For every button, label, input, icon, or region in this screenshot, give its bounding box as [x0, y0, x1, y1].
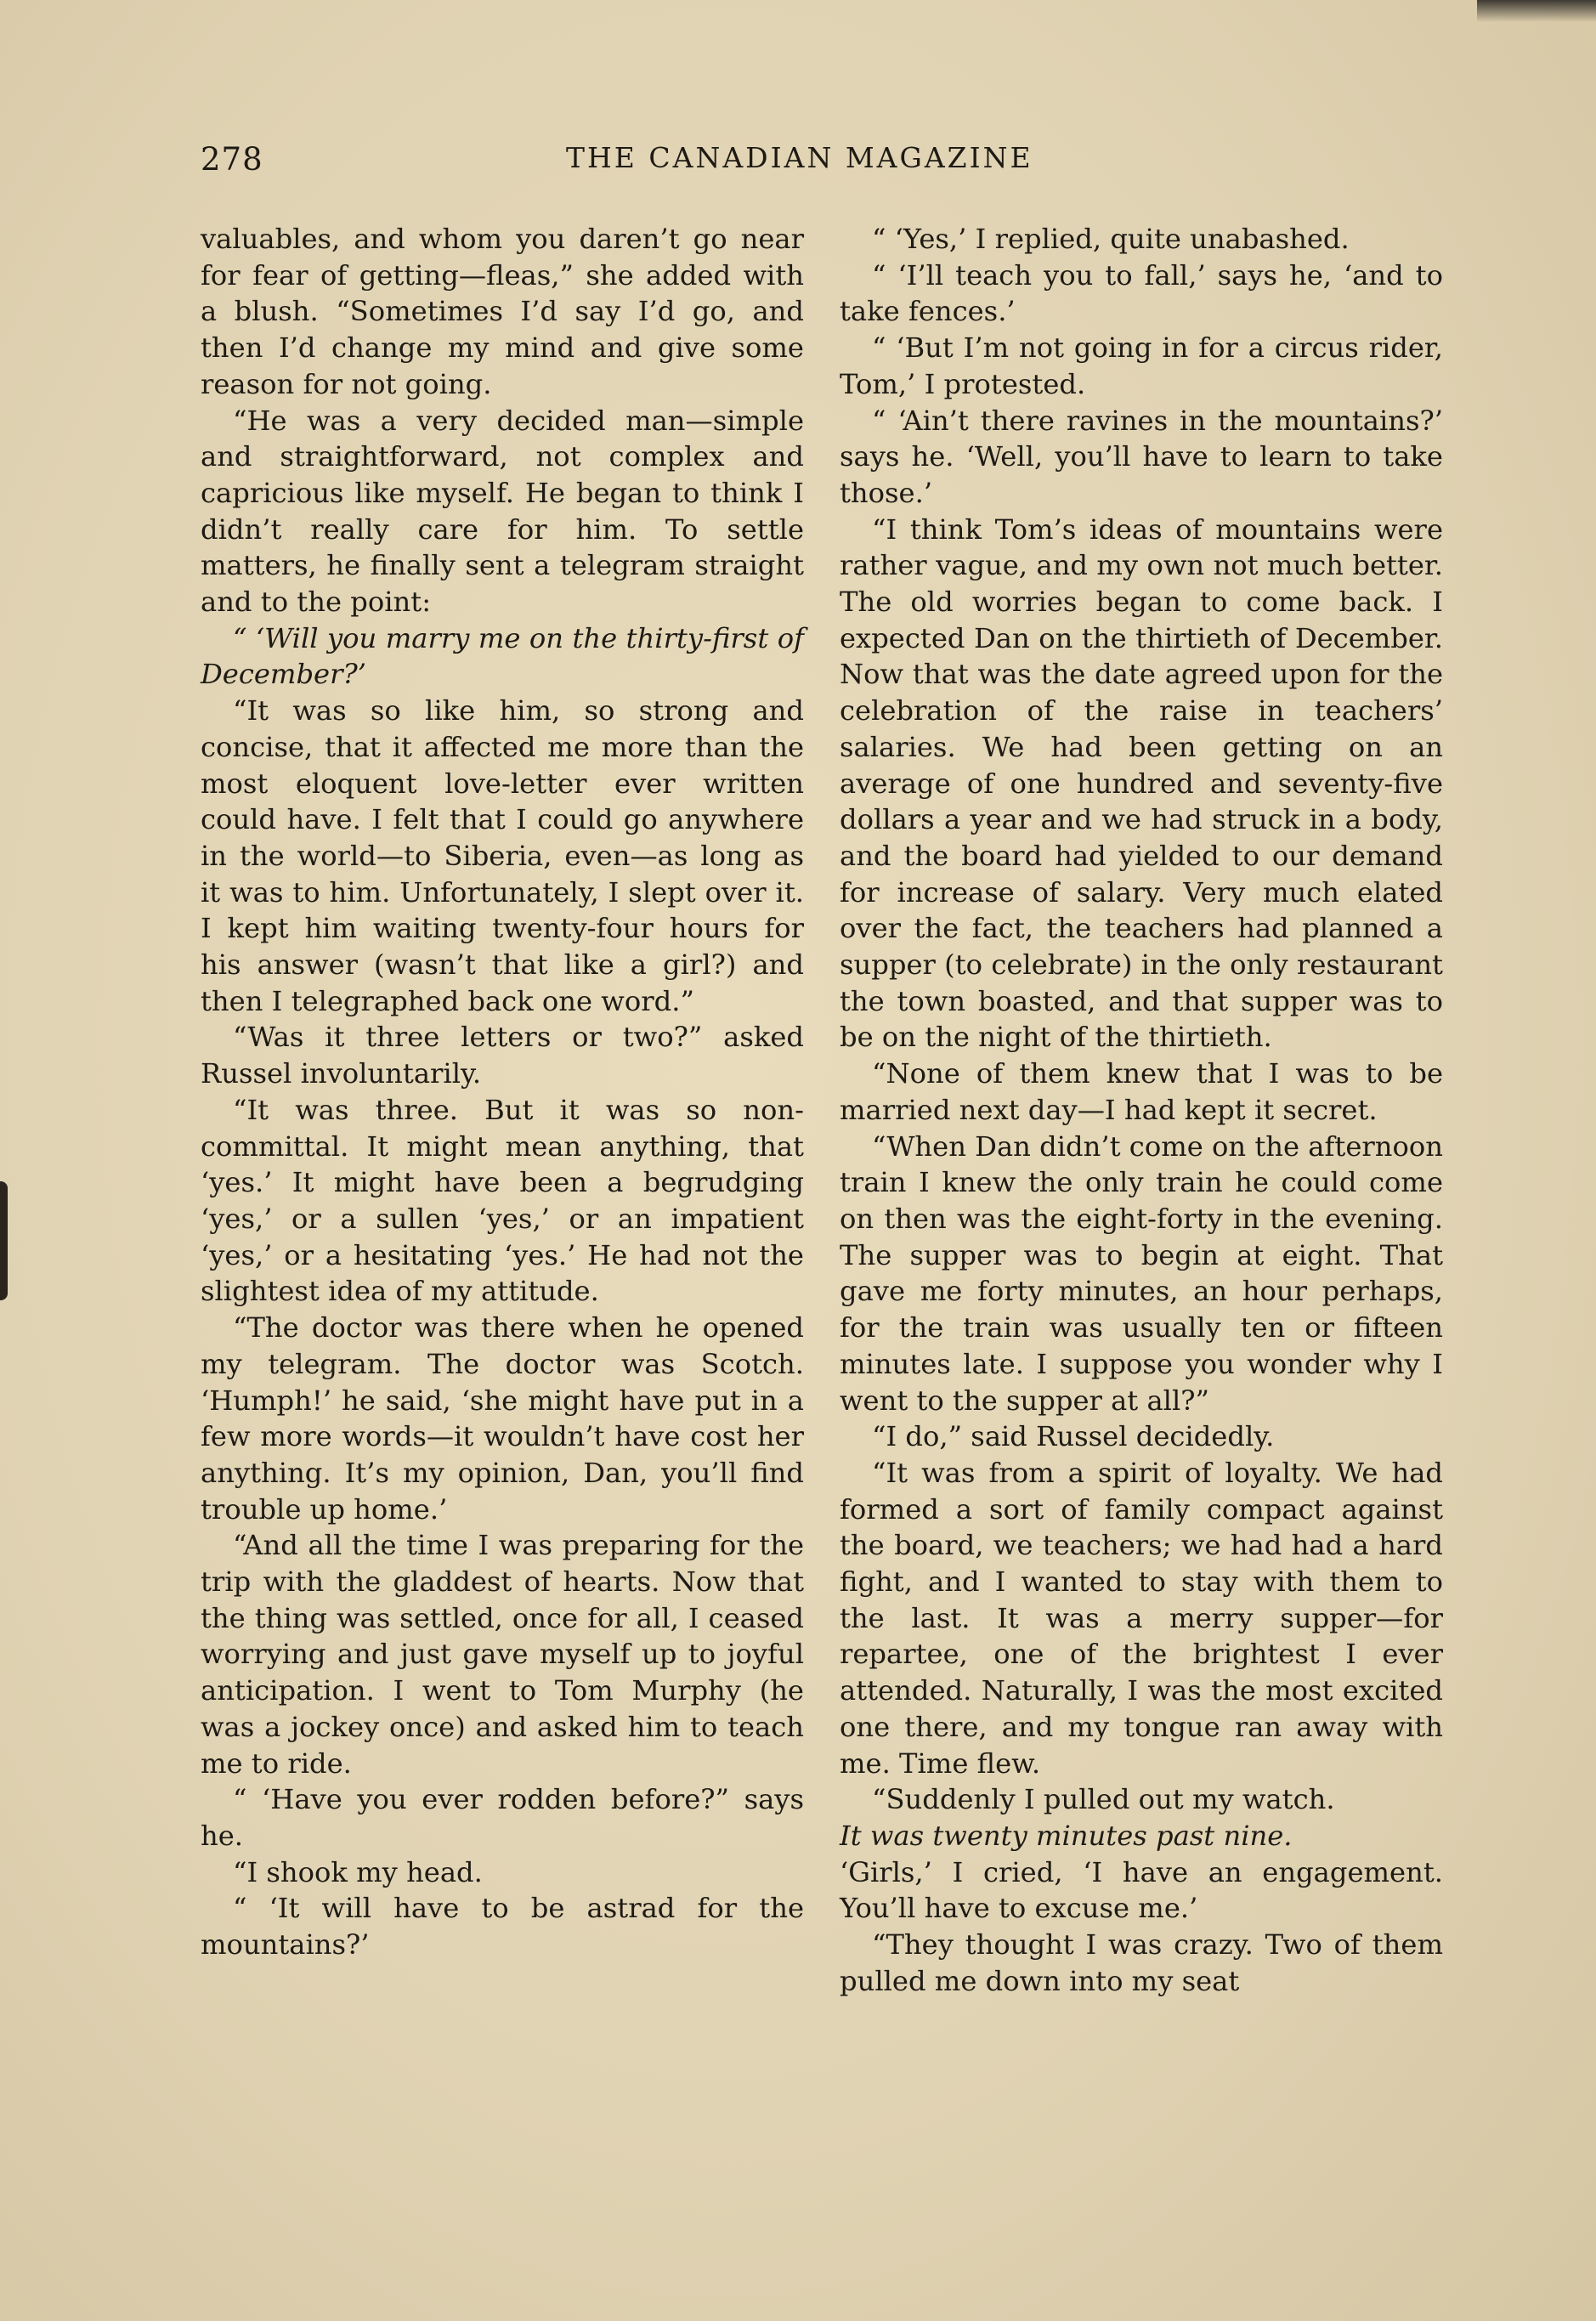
page-number: 278: [201, 141, 263, 178]
paragraph: “And all the time I was preparing for the trip with the gladdest of hearts. Now that the thing was settled, once for all, I ceased worrying and just gave myself up to joyful anticipation. I went to Tom Murphy (he was a jockey once) and asked him to teach me to ride.: [201, 1529, 804, 1780]
paragraph: “He was a very decided man—simple and straightforward, not complex and capricious like myself. He began to think I didn’t really care for him. To settle matters, he finally sent a telegram straight and to the point:: [201, 404, 804, 619]
page-header: [201, 141, 1450, 184]
paragraph-telegram: “ ‘Will you marry me on the thirty-first of December?’: [201, 621, 804, 691]
scan-edge-shadow: [1477, 0, 1596, 22]
paragraph: valuables, and whom you daren’t go near for fear of getting—fleas,” she added with a blush. “Sometimes I’d say I’d go, and then I’d change my mind and give some reason for not going.: [201, 223, 804, 400]
paragraph: “ ‘It will have to be astrad for the mountains?’: [201, 1892, 804, 1962]
paragraph: “None of them knew that I was to be married next day—I had kept it secret.: [840, 1057, 1443, 1126]
running-title: THE CANADIAN MAGAZINE: [566, 141, 1033, 174]
paragraph: “ ‘Ain’t there ravines in the mountains?’ says he. ‘Well, you’ll have to learn to take those.’: [840, 404, 1443, 509]
paragraph: “It was from a spirit of loyalty. We had formed a sort of family compact against the board, we teachers; we had had a hard fight, and I wanted to stay with them to the last. It was a merry supper—for repartee, one of the brightest I ever attended. Naturally, I was the most excited one there, and my tongue ran away with me. Time flew.: [840, 1456, 1443, 1780]
paragraph: “I do,” said Russel decidedly.: [872, 1420, 1275, 1453]
paragraph: “The doctor was there when he opened my telegram. The doctor was Scotch. ‘Humph!’ he said, ‘she might have put in a few more words—it wouldn’t have cost her anything. It’s my opinion, Dan, you’ll find trouble up home.’: [201, 1311, 804, 1526]
paragraph: “ ‘Yes,’ I replied, quite unabashed.: [872, 223, 1350, 255]
paragraph: “Was it three letters or two?” asked Russel involuntarily.: [201, 1021, 804, 1090]
paragraph: “ ‘Have you ever rodden before?” says he.: [201, 1783, 804, 1852]
paragraph: “ ‘But I’m not going in for a circus rider, Tom,’ I protested.: [840, 331, 1443, 400]
paragraph: “ ‘I’ll teach you to fall,’ says he, ‘and to take fences.’: [840, 258, 1443, 328]
paragraph: “When Dan didn’t come on the afternoon train I knew the only train he could come on then was the eight-forty in the evening. The supper was to begin at eight. That gave me forty minutes, an hour perhaps, for the train was usually ten or fifteen minutes late. I suppose you wonder why I went to the supper at all?”: [840, 1129, 1443, 1417]
paragraph: “I think Tom’s ideas of mountains were rather vague, and my own not much better. The old worries began to come back. I expected Dan on the thirtieth of December. Now that was the date agreed upon for the celebration of the raise in teachers’ salaries. We had been getting on an average of one hundred and seventy-five dollars a year and we had struck in a body, and the board had yielded to our demand for increase of salary. Very much elated over the fact, the teachers had planned a supper (to celebrate) in the only restaurant the town boasted, and that supper was to be on the night of the thirtieth.: [840, 512, 1443, 1054]
text-column-right: [840, 221, 1443, 1999]
paragraph: “I shook my head.: [233, 1855, 483, 1888]
paragraph: “It was so like him, so strong and concise, that it affected me more than the most eloquent love-letter ever written could have. I felt that I could go anywhere in the world—to Siberia, even—as long as it was to him. Unfortunately, I slept over it. I kept him waiting twenty-four hours for his answer (wasn’t that like a girl?) and then I telegraphed back one word.”: [201, 694, 804, 1017]
paragraph: “It was three. But it was so non-committal. It might mean anything, that ‘yes.’ It might have been a begrudging ‘yes,’ or a sullen ‘yes,’ or an impatient ‘yes,’ or a hesitating ‘yes.’ He had not the slightest idea of my attitude.: [201, 1093, 804, 1308]
paragraph-italic-line: It was twenty minutes past nine.: [840, 1819, 1293, 1852]
paragraph: “They thought I was crazy. Two of them pulled me down into my seat: [840, 1928, 1443, 1997]
text-column-left: [201, 221, 804, 1963]
paragraph: “Suddenly I pulled out my watch.: [872, 1783, 1335, 1816]
paragraph: ‘Girls,’ I cried, ‘I have an engagement. You’ll have to excuse me.’: [840, 1855, 1443, 1925]
binding-edge-mark: [0, 1181, 8, 1300]
